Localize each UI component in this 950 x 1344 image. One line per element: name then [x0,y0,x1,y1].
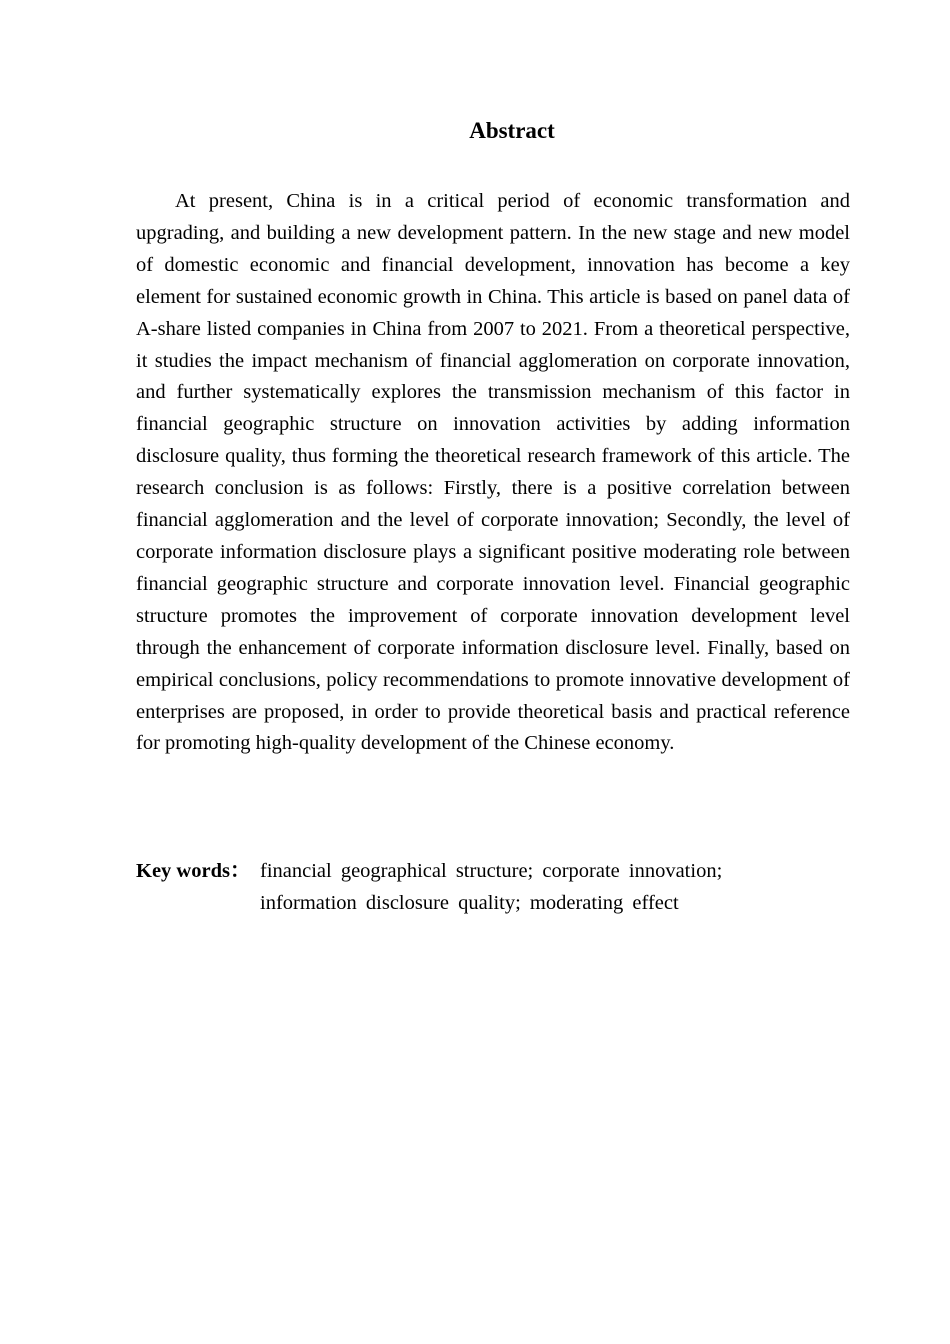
abstract-title: Abstract [469,118,555,143]
keywords-line-1: financial geographical structure; corporate innovation; [260,860,723,882]
keywords-list [260,856,820,919]
keywords-label: Key words： [136,860,251,882]
abstract-body: At present, China is in a critical period of economic transformation and upgrading, and building a new development pattern. In the new stage and new model of domestic economic and financial development, innovation has become a key element for sustained economic growth in China. This article is based on panel data of A-share listed companies in China from 2007 to 2021. From a theoretical perspective, it studies the impact mechanism of financial agglomeration on corporate innovation, and further systematically explores the transmission mechanism of this factor in financial geographic structure on innovation activities by adding information disclosure quality, thus forming the theoretical research framework of this article. The research conclusion is as follows: Firstly, there is a positive correlation between financial agglomeration and the level of corporate innovation; Secondly, the level of corporate information disclosure plays a significant positive moderating role between financial geographic structure and corporate innovation level. Financial geographic structure promotes the improvement of corporate innovation development level through the enhancement of corporate information disclosure level. Finally, based on empirical conclusions, policy recommendations to promote innovative development of enterprises are proposed, in order to provide theoretical basis and practical reference for promoting high-quality development of the Chinese economy. [136,190,850,755]
keywords-line-2: information disclosure quality; moderating effect [260,891,679,914]
